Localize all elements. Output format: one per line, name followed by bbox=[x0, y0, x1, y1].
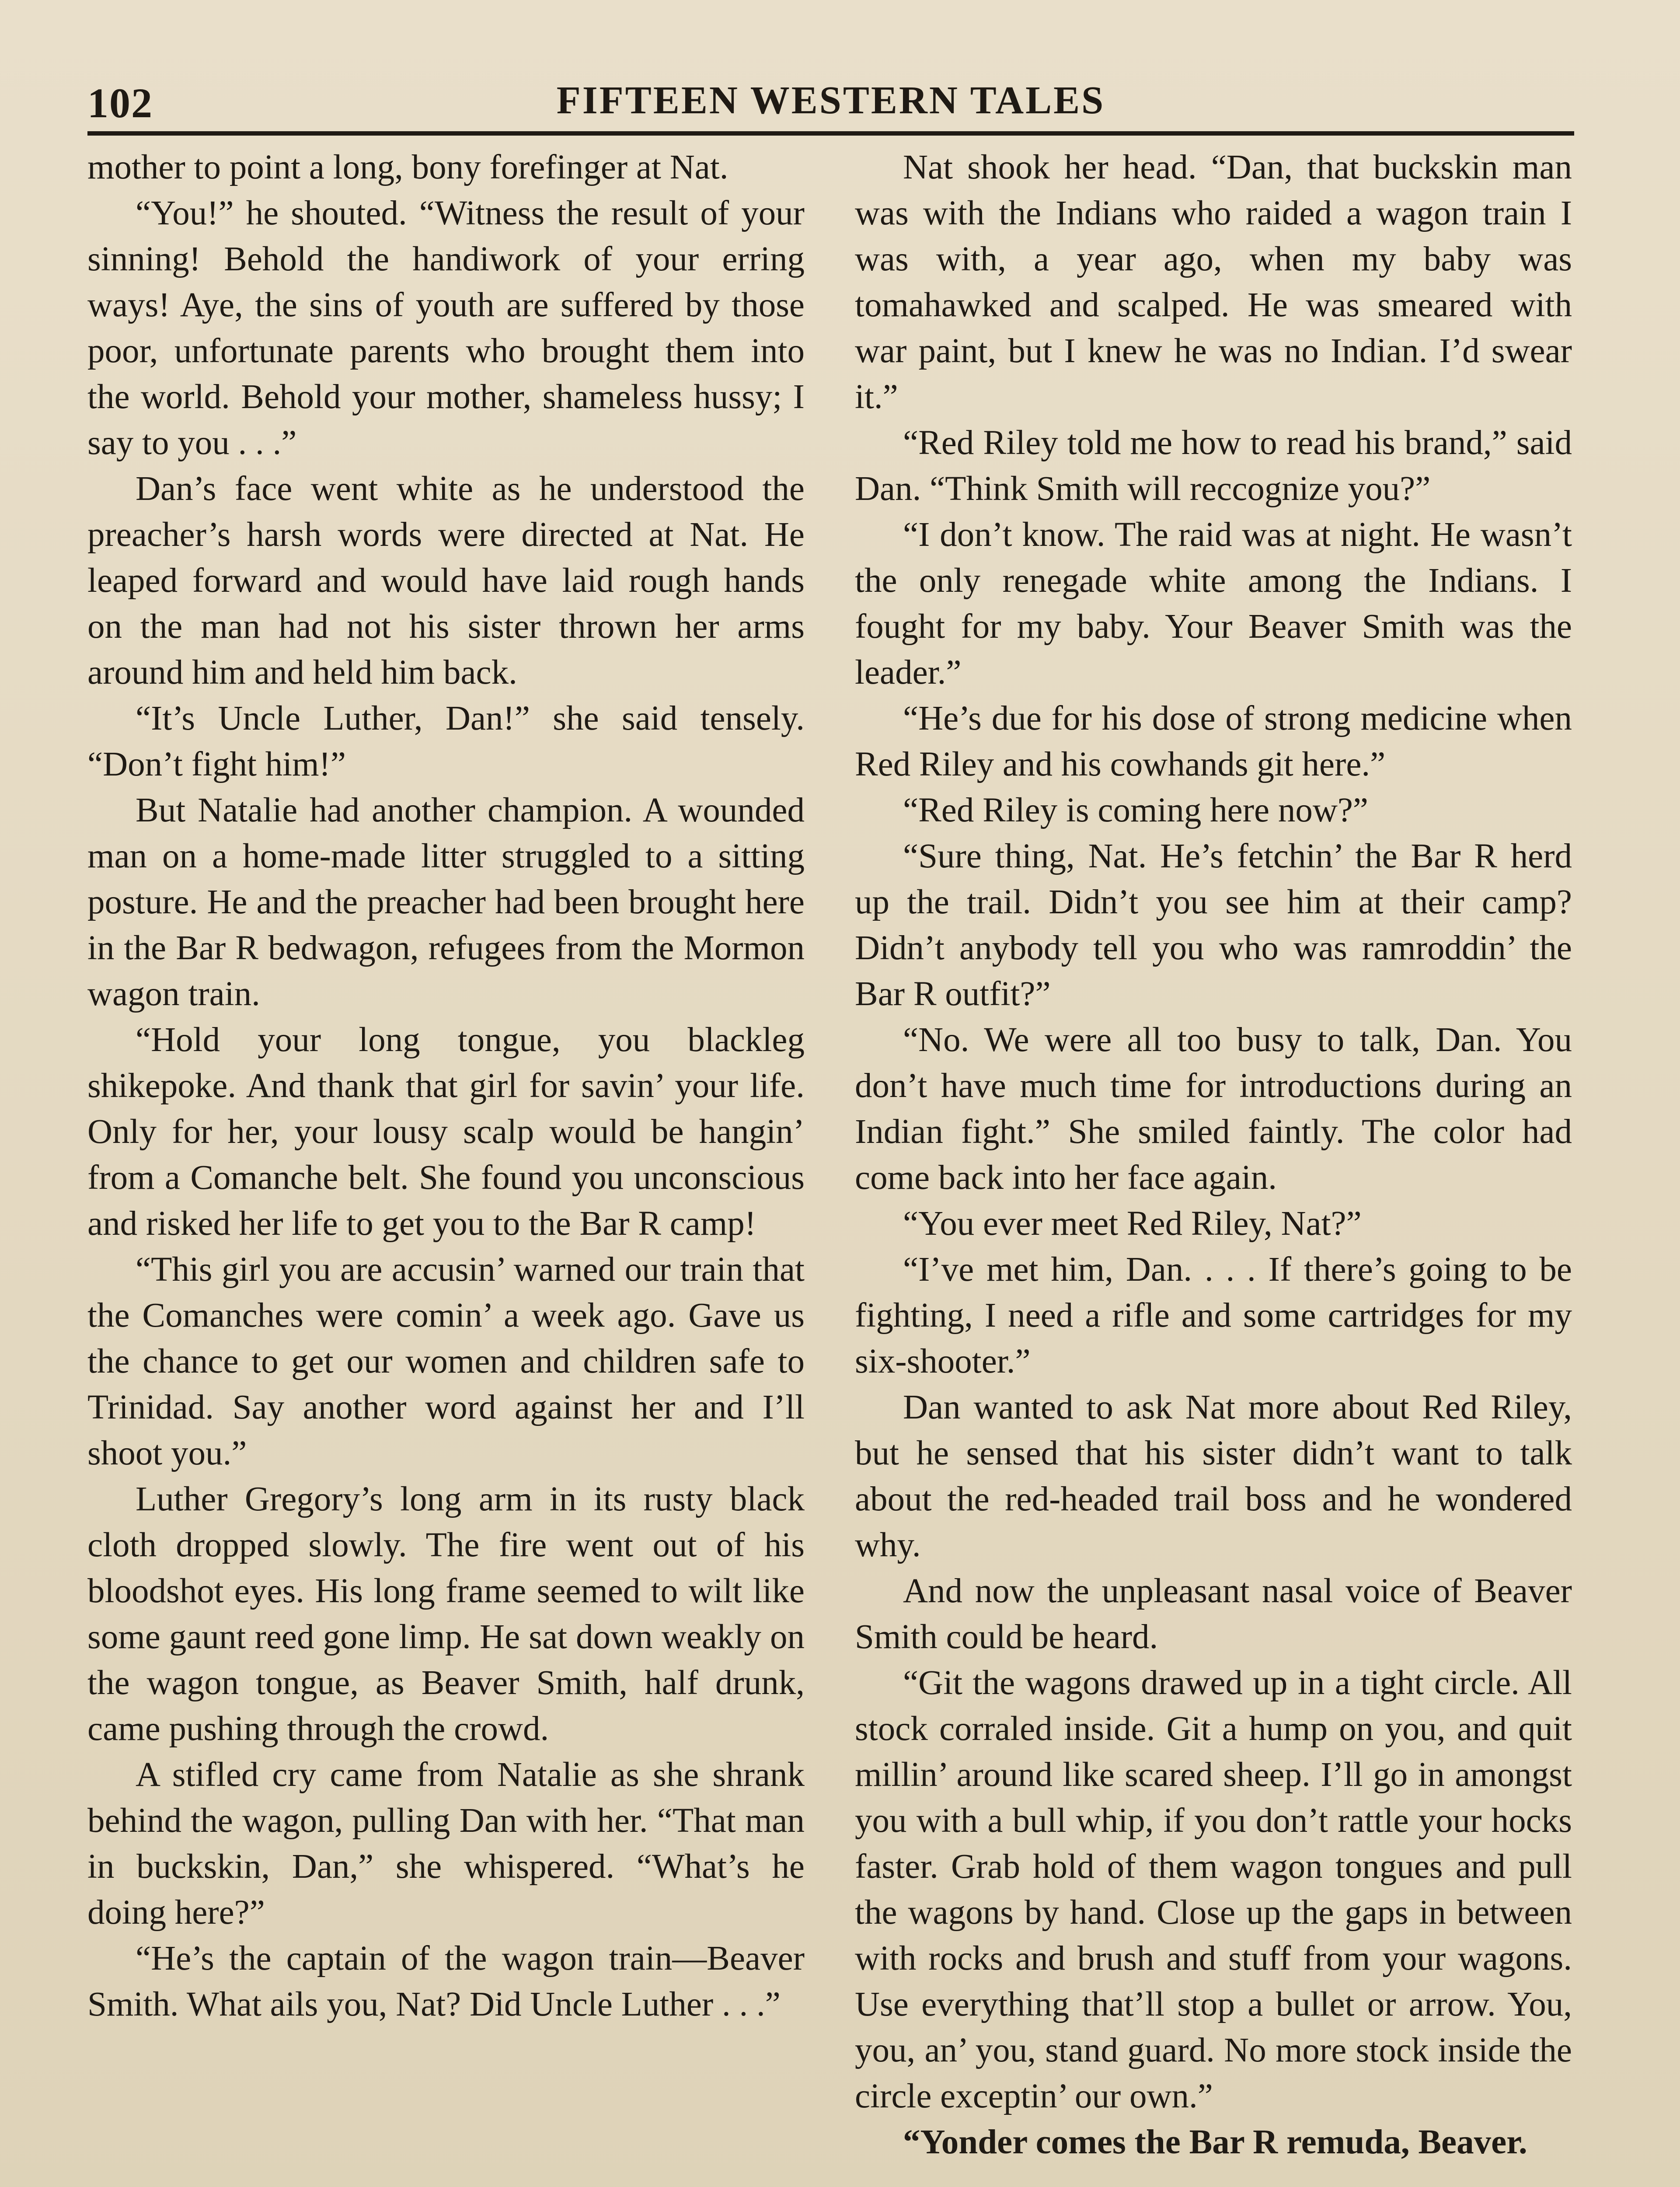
header-rule bbox=[87, 131, 1574, 136]
paragraph: “Sure thing, Nat. He’s fetchin’ the Bar R herd up the trail. Didn’t you see him at their camp? Didn’t anybody tell you who was ramroddin’ the Bar R outfit?” bbox=[855, 837, 1572, 1013]
paragraph: “He’s the captain of the wagon train—Beaver Smith. What ails you, Nat? Did Uncle Luther . . .” bbox=[87, 1939, 805, 2023]
page-number: 102 bbox=[87, 80, 153, 126]
paragraph: “You!” he shouted. “Witness the result of your sinning! Behold the handiwork of your erring ways! Aye, the sins of youth are suffered by those poor, unfortunate parents who brought them into the world. Behold your mother, shameless hussy; I say to you . . .” bbox=[87, 194, 805, 462]
paragraph: “It’s Uncle Luther, Dan!” she said tensely. “Don’t fight him!” bbox=[87, 699, 805, 783]
running-head-title: FIFTEEN WESTERN TALES bbox=[556, 79, 1105, 122]
paragraph: Dan wanted to ask Nat more about Red Riley, but he sensed that his sister didn’t want to talk about the red-headed trail boss and he wondered why. bbox=[855, 1388, 1572, 1564]
page-header bbox=[87, 74, 1574, 136]
paragraph: “You ever meet Red Riley, Nat?” bbox=[903, 1205, 1362, 1243]
paragraph: And now the unpleasant nasal voice of Beaver Smith could be heard. bbox=[855, 1572, 1572, 1656]
paragraph: Nat shook her head. “Dan, that buckskin man was with the Indians who raided a wagon train I was with, a year ago, when my baby was tomahawked and scalped. He was smeared with war paint, but I knew he was no Indian. I’d swear it.” bbox=[855, 148, 1572, 416]
paragraph: But Natalie had another champion. A wounded man on a home-made litter struggled to a sitting posture. He and the preacher had been brought here in the Bar R bedwagon, refugees from the Mormon wagon train. bbox=[87, 791, 805, 1013]
paragraph: “Git the wagons drawed up in a tight circle. All stock corraled inside. Git a hump on you, and quit millin’ around like scared sheep. I’ll go in amongst you with a bull whip, if you don’t rattle your hocks faster. Grab hold of them wagon tongues and pull the wagons by hand. Close up the gaps in between with rocks and brush and stuff from your wagons. Use everything that’ll stop a bullet or arrow. You, you, an’ you, stand guard. No more stock inside the circle exceptin’ our own.” bbox=[855, 1664, 1572, 2115]
paragraph: “Hold your long tongue, you blackleg shikepoke. And thank that girl for savin’ your life. Only for her, your lousy scalp would be hangin’ from a Comanche belt. She found you unconscious and risked her life to get you to the Bar R camp! bbox=[87, 1021, 805, 1243]
paragraph: “I don’t know. The raid was at night. He wasn’t the only renegade white among the Indians. I fought for my baby. Your Beaver Smith was the leader.” bbox=[855, 516, 1572, 692]
paragraph: Luther Gregory’s long arm in its rusty black cloth dropped slowly. The fire went out of his bloodshot eyes. His long frame seemed to wilt like some gaunt reed gone limp. He sat down weakly on the wagon tongue, as Beaver Smith, half drunk, came pushing through the crowd. bbox=[87, 1480, 805, 1748]
paragraph: “I’ve met him, Dan. . . . If there’s going to be fighting, I need a rifle and some cartridges for my six-shooter.” bbox=[855, 1251, 1572, 1380]
paragraph: “Red Riley is coming here now?” bbox=[903, 791, 1368, 829]
paragraph: “Yonder comes the Bar R remuda, Beaver. bbox=[903, 2123, 1527, 2161]
paragraph: “Red Riley told me how to read his brand,” said Dan. “Think Smith will reccognize you?” bbox=[855, 424, 1572, 508]
left-column bbox=[87, 144, 805, 2187]
paragraph: “This girl you are accusin’ warned our train that the Comanches were comin’ a week ago. Gave us the chance to get our women and children safe to Trinidad. Say another word against her and I’ll shoot you.” bbox=[87, 1251, 805, 1472]
paragraph: “He’s due for his dose of strong medicine when Red Riley and his cowhands git here.” bbox=[855, 699, 1572, 783]
paragraph: A stifled cry came from Natalie as she shrank behind the wagon, pulling Dan with her. “That man in buckskin, Dan,” she whispered. “What’s he doing here?” bbox=[87, 1756, 805, 1932]
paragraph: Dan’s face went white as he understood the preacher’s harsh words were directed at Nat. He leaped forward and would have laid rough hands on the man had not his sister thrown her arms around him and held him back. bbox=[87, 470, 805, 692]
right-column bbox=[855, 144, 1572, 2187]
paragraph: mother to point a long, bony forefinger at Nat. bbox=[87, 148, 728, 186]
paragraph: “No. We were all too busy to talk, Dan. You don’t have much time for introductions during an Indian fight.” She smiled faintly. The color had come back into her face again. bbox=[855, 1021, 1572, 1197]
